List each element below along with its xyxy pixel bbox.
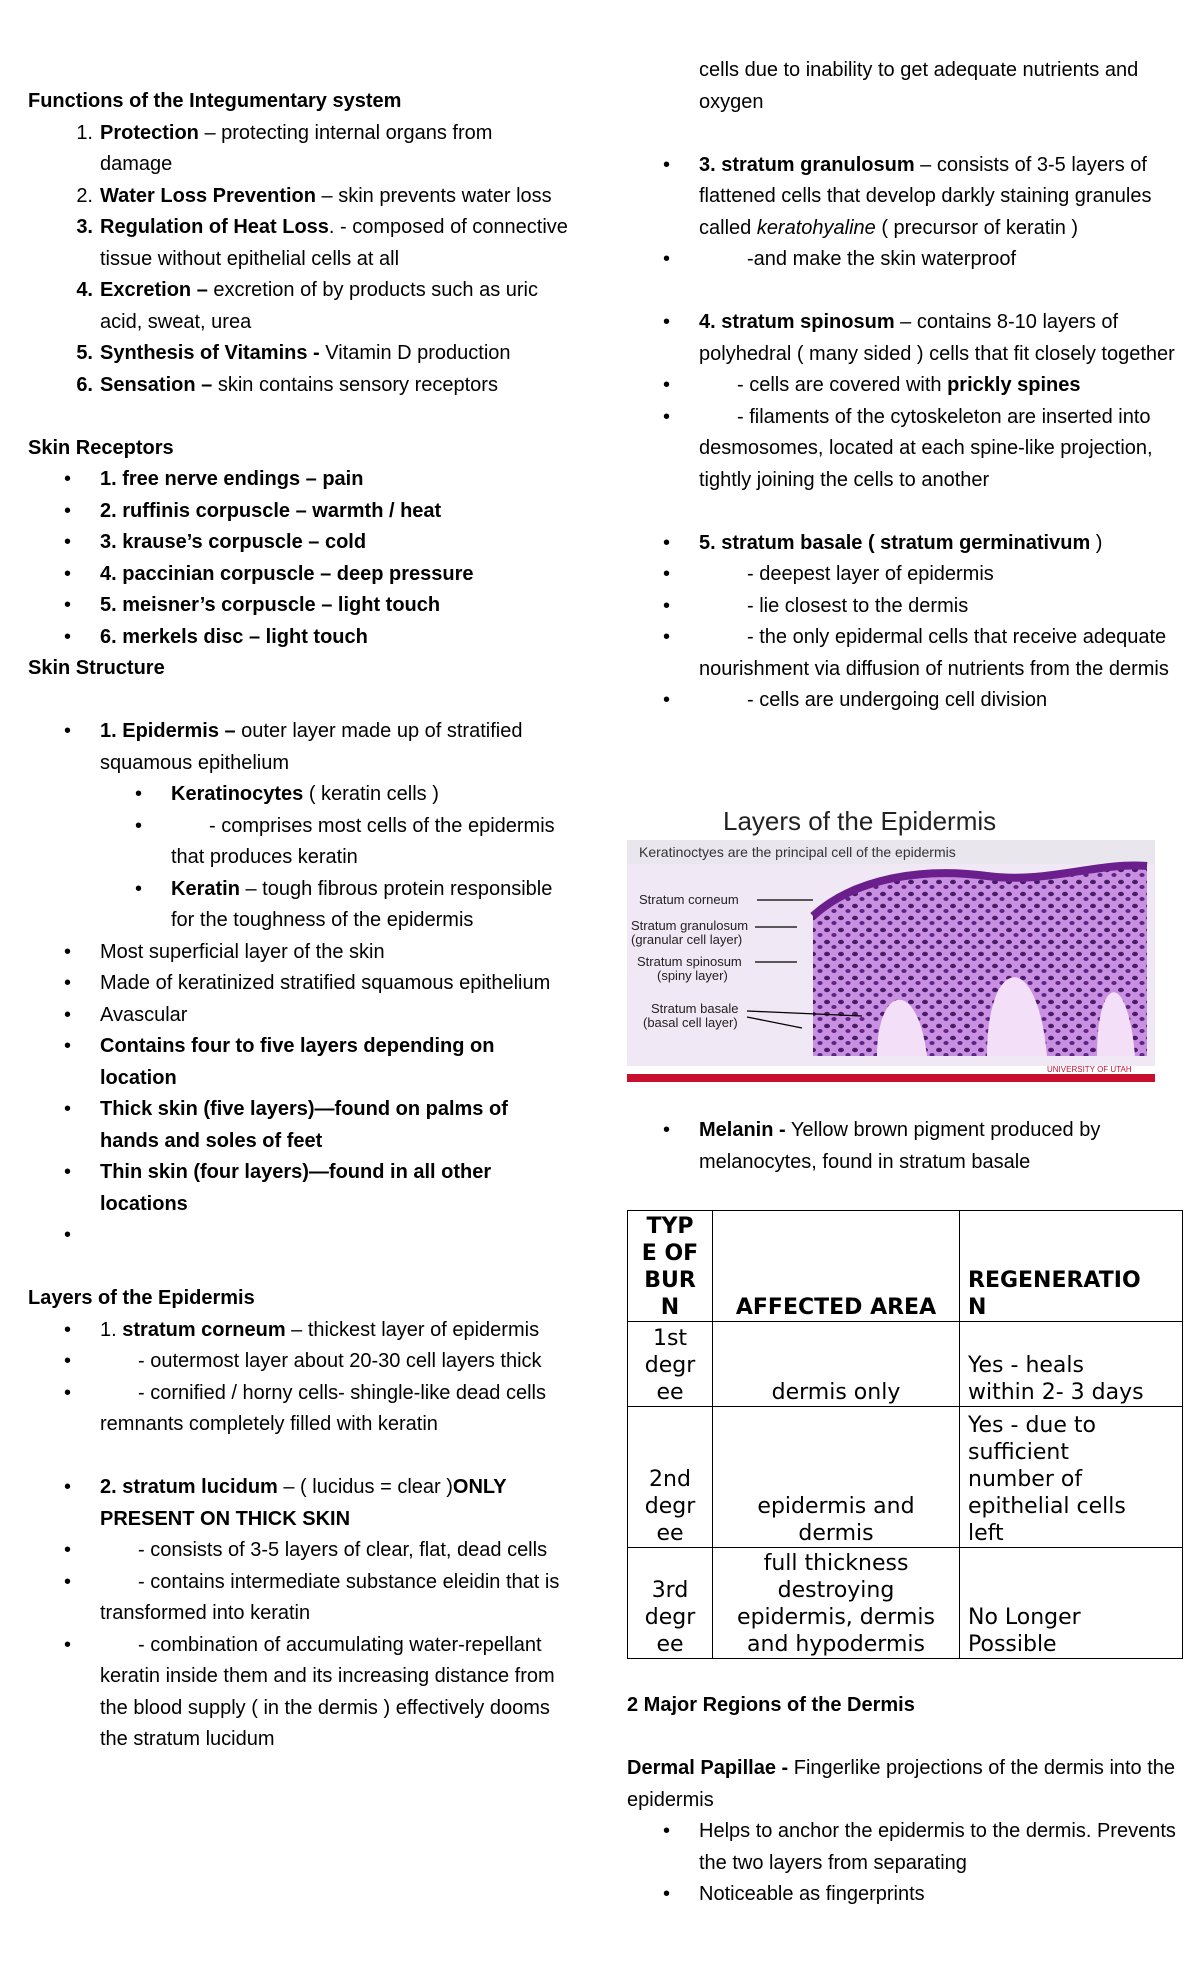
epidermis-bold-point (28, 1157, 568, 1220)
burn-type-cell (628, 1322, 713, 1407)
function-desc: Vitamin D production (325, 342, 511, 364)
cell-line: degr (644, 1494, 696, 1519)
epidermis-bold-point-text: Thick skin (five layers)—found on palms of hands and soles of feet (100, 1098, 508, 1152)
bullet: • (64, 594, 72, 616)
receptors-list (28, 464, 568, 653)
bullet: • (64, 1350, 72, 1372)
cell-line: degr (644, 1605, 696, 1630)
receptor-text: 4. paccinian corpuscle – deep pressure (100, 562, 474, 585)
epidermis-point (28, 968, 568, 1000)
function-number: 5. (76, 342, 93, 364)
papillae-point (627, 1879, 1182, 1911)
label-granulosum: Stratum granulosum (631, 918, 749, 933)
epidermis-bold-points (28, 1031, 568, 1220)
spinosum-item: • 4. stratum spinosum – contains 8-10 layers of polyhedral ( many sided ) cells that fit closely together (663, 311, 1175, 365)
bullet: • (64, 972, 72, 994)
cell-line: within 2- 3 days (968, 1380, 1144, 1405)
basale-note-text: - deepest layer of epidermis (747, 563, 994, 585)
function-term: Synthesis of Vitamins - (100, 342, 326, 364)
function-number: 1. (76, 121, 93, 144)
right-column (627, 55, 1182, 717)
basale-note-text: - cells are undergoing cell division (747, 689, 1048, 711)
melanin-block (627, 1115, 1182, 1178)
cell-line: Yes - heals (968, 1353, 1084, 1378)
receptors-heading: Skin Receptors (28, 436, 174, 459)
cell-line: N (968, 1295, 987, 1320)
cell-line: left (968, 1521, 1004, 1546)
receptor-text: 6. merkels disc – light touch (100, 625, 368, 648)
cell-line: epidermis and (757, 1494, 915, 1519)
function-term: Regulation of Heat Loss (100, 216, 329, 238)
bullet: • (64, 1570, 72, 1593)
header-area (713, 1211, 960, 1322)
lucidum-note-text: - combination of accumulating water-repellant keratin inside them and its increasing distance from the blood supply ( in the dermis ) effectively dooms the stratum lucidum (100, 1633, 555, 1750)
dermis-heading: 2 Major Regions of the Dermis (627, 1694, 915, 1716)
label-spinosum: Stratum spinosum (637, 954, 742, 969)
figure-footer: UNIVERSITY OF UTAH (1047, 1065, 1132, 1074)
cell-line: REGENERATIO (968, 1268, 1141, 1293)
epidermis-point (28, 1000, 568, 1032)
cell-line: N (660, 1295, 680, 1320)
epidermis-bold-point-text: Thin skin (four layers)—found in all other locations (100, 1161, 492, 1215)
papillae-item: Dermal Papillae - Fingerlike projections of the dermis into the epidermis (627, 1757, 1176, 1811)
keratinocytes-note: • - comprises most cells of the epidermis that produces keratin (135, 814, 555, 868)
function-desc: . - composed of connective tissue without epithelial cells at all (100, 216, 568, 270)
corneum-item: • 1. stratum corneum – thickest layer of epidermis (64, 1318, 540, 1341)
burn-row (628, 1548, 1183, 1659)
burn-area-cell (713, 1548, 960, 1659)
epidermis-diagram (627, 806, 1155, 1082)
bullet: • (64, 562, 72, 585)
cell-line: 1st (652, 1326, 688, 1351)
cell-line: dermis (798, 1521, 874, 1546)
function-number: 2. (76, 184, 93, 207)
receptor-item (28, 527, 568, 559)
function-number: 3. (76, 216, 93, 238)
function-number: 6. (76, 373, 93, 396)
cell-line: Possible (968, 1632, 1057, 1657)
bullet: • (64, 940, 72, 963)
function-item (28, 370, 568, 402)
corneum-note-text: - cornified / horny cells- shingle-like dead cells remnants completely filled with keratin (100, 1381, 546, 1435)
burn-type-cell (628, 1548, 713, 1659)
epidermis-point-text: Avascular (100, 1003, 188, 1026)
burn-table-header (628, 1211, 1183, 1322)
basale-note (627, 591, 1182, 623)
footer-bar (627, 1074, 1155, 1082)
lucidum-note (28, 1630, 568, 1756)
lucidum-note (28, 1567, 568, 1630)
receptor-text: 3. krause’s corpuscle – cold (100, 531, 367, 553)
bullet: • (663, 1820, 671, 1842)
burn-row (628, 1322, 1183, 1407)
granulosum-item: • 3. stratum granulosum – consists of 3-5 layers of flattened cells that develop darkly staining granules called keratohyaline ( precursor of keratin ) (663, 153, 1152, 239)
figure-subtitle: Keratinoctyes are the principal cell of the epidermis (639, 844, 956, 860)
function-item (28, 118, 568, 181)
dermis-section (627, 1690, 1182, 1911)
cell-line: AFFECTED AREA (735, 1295, 937, 1320)
cell-line: BUR (644, 1268, 696, 1293)
function-item (28, 181, 568, 213)
cell-line: TYP (646, 1214, 694, 1239)
corneum-note (28, 1346, 568, 1378)
function-number: 4. (76, 279, 93, 301)
cell-line: number of (968, 1467, 1083, 1492)
bullet: • (64, 1098, 72, 1120)
keratin-item: • Keratin – tough fibrous protein responsible for the toughness of the epidermis (135, 877, 553, 931)
bullet: • (64, 1633, 72, 1656)
burn-area-cell (713, 1407, 960, 1548)
papillae-point-text: Noticeable as fingerprints (699, 1883, 925, 1905)
label-basale-sub: (basal cell layer) (643, 1015, 738, 1030)
epidermis-point (28, 937, 568, 969)
cell-line: destroying (777, 1578, 895, 1603)
function-item (28, 275, 568, 338)
burn-regen-cell (960, 1322, 1183, 1407)
burn-area-cell (713, 1322, 960, 1407)
basale-note (627, 685, 1182, 717)
function-desc: skin contains sensory receptors (212, 373, 498, 396)
cell-line: ee (656, 1380, 684, 1405)
empty-bullet: • (64, 1224, 72, 1246)
cell-line: epithelial cells (968, 1494, 1126, 1519)
basale-note (627, 622, 1182, 685)
cell-line: degr (644, 1353, 696, 1378)
epidermis-bold-point-text: Contains four to five layers depending on location (100, 1035, 495, 1089)
bullet: • (663, 689, 671, 711)
burn-type-cell (628, 1407, 713, 1548)
bullet: • (663, 1883, 671, 1905)
function-term: Excretion – (100, 279, 208, 301)
function-term: Sensation – (100, 373, 213, 396)
label-granulosum-sub: (granular cell layer) (631, 932, 743, 947)
header-regeneration (960, 1211, 1183, 1322)
layers-heading: Layers of the Epidermis (28, 1287, 255, 1309)
papillae-points (627, 1816, 1182, 1911)
functions-heading: Functions of the Integumentary system (28, 90, 402, 112)
lucidum-note-text: - consists of 3-5 layers of clear, flat, dead cells (138, 1539, 548, 1561)
bullet: • (64, 625, 72, 648)
receptor-text: 5. meisner’s corpuscle – light touch (100, 594, 441, 616)
lucidum-note (28, 1535, 568, 1567)
lucidum-note-text: - contains intermediate substance eleidin that is transformed into keratin (100, 1570, 560, 1624)
bullet: • (663, 626, 671, 648)
corneum-note-text: - outermost layer about 20-30 cell layers thick (138, 1350, 542, 1372)
label-spinosum-sub: (spiny layer) (657, 968, 728, 983)
bullet: • (64, 531, 72, 553)
receptor-item (28, 559, 568, 591)
burn-regen-cell (960, 1407, 1183, 1548)
bullet: • (64, 468, 72, 490)
receptor-item (28, 590, 568, 622)
epidermis-figure (627, 806, 1155, 1082)
label-corneum: Stratum corneum (639, 892, 739, 907)
lucidum-notes (28, 1535, 568, 1756)
spinosum-note-1: • - cells are covered with prickly spines (663, 374, 1081, 396)
spinosum-note-2: • - filaments of the cytoskeleton are inserted into desmosomes, located at each spine-like projection, tightly joining the cells to another (663, 405, 1153, 491)
papillae-point-text: Helps to anchor the epidermis to the dermis. Prevents the two layers from separating (699, 1820, 1176, 1874)
cell-line: 3rd (651, 1578, 689, 1603)
burn-regen-cell (960, 1548, 1183, 1659)
cell-line: dermis only (771, 1380, 901, 1405)
keratinocytes-item: • Keratinocytes ( keratin cells ) (135, 783, 439, 805)
epidermis-points (28, 937, 568, 1032)
cell-line: E OF (641, 1241, 699, 1266)
papillae-point (627, 1816, 1182, 1879)
function-item (28, 338, 568, 370)
function-term: Water Loss Prevention (100, 184, 316, 207)
figure-title: Layers of the Epidermis (723, 806, 997, 836)
receptor-item (28, 464, 568, 496)
epidermis-bold-point (28, 1094, 568, 1157)
tissue-layers (813, 866, 1147, 1056)
bullet: • (64, 1381, 72, 1404)
function-desc: – protecting internal organs from damage (100, 121, 493, 175)
bullet: • (663, 594, 671, 617)
receptor-item (28, 496, 568, 528)
cell-line: epidermis, dermis (737, 1605, 935, 1630)
basale-notes (627, 559, 1182, 717)
cell-line: ee (656, 1632, 684, 1657)
epidermis-point-text: Made of keratinized stratified squamous epithelium (100, 972, 551, 994)
bullet: • (64, 1003, 72, 1026)
bullet: • (64, 1539, 72, 1561)
epidermis-item: • 1. Epidermis – outer layer made up of stratified squamous epithelium (64, 720, 523, 774)
function-term: Protection (100, 121, 199, 144)
functions-list (28, 118, 568, 402)
bullet: • (64, 499, 72, 522)
granulosum-note: • -and make the skin waterproof (663, 248, 1017, 270)
melanin-item: • Melanin - Yellow brown pigment produced by melanocytes, found in stratum basale (663, 1119, 1101, 1173)
corneum-notes (28, 1346, 568, 1441)
bullet: • (64, 1161, 72, 1183)
structure-heading: Skin Structure (28, 657, 165, 679)
basale-note (627, 559, 1182, 591)
bullet: • (663, 563, 671, 585)
lucidum-continuation: cells due to inability to get adequate nutrients and oxygen (699, 59, 1139, 113)
basale-item: • 5. stratum basale ( stratum germinativum ) (663, 531, 1103, 554)
corneum-note (28, 1378, 568, 1441)
basale-note-text: - lie closest to the dermis (747, 594, 969, 617)
burn-row (628, 1407, 1183, 1548)
header-type (628, 1211, 713, 1322)
receptor-item (28, 622, 568, 654)
left-column (28, 86, 568, 1756)
bullet: • (64, 1035, 72, 1057)
cell-line: Yes - due to (968, 1413, 1096, 1438)
cell-line: full thickness (763, 1551, 909, 1576)
function-desc: – skin prevents water loss (315, 184, 552, 207)
basale-note-text: - the only epidermal cells that receive adequate nourishment via diffusion of nutrients from the dermis (699, 626, 1169, 680)
burn-table (627, 1210, 1183, 1659)
receptor-text: 1. free nerve endings – pain (100, 468, 364, 490)
cell-line: 2nd (649, 1467, 691, 1492)
receptor-text: 2. ruffinis corpuscle – warmth / heat (100, 499, 442, 522)
label-basale: Stratum basale (651, 1001, 739, 1016)
lucidum-item: • 2. stratum lucidum – ( lucidus = clear )ONLY PRESENT ON THICK SKIN (64, 1476, 507, 1530)
cell-line: and hypodermis (747, 1632, 925, 1657)
function-desc: excretion of by products such as uric acid, sweat, urea (100, 279, 538, 333)
cell-line: sufficient (968, 1440, 1069, 1465)
cell-line: ee (656, 1521, 684, 1546)
cell-line: No Longer (968, 1605, 1081, 1630)
function-item (28, 212, 568, 275)
epidermis-point-text: Most superficial layer of the skin (100, 940, 385, 963)
epidermis-bold-point (28, 1031, 568, 1094)
